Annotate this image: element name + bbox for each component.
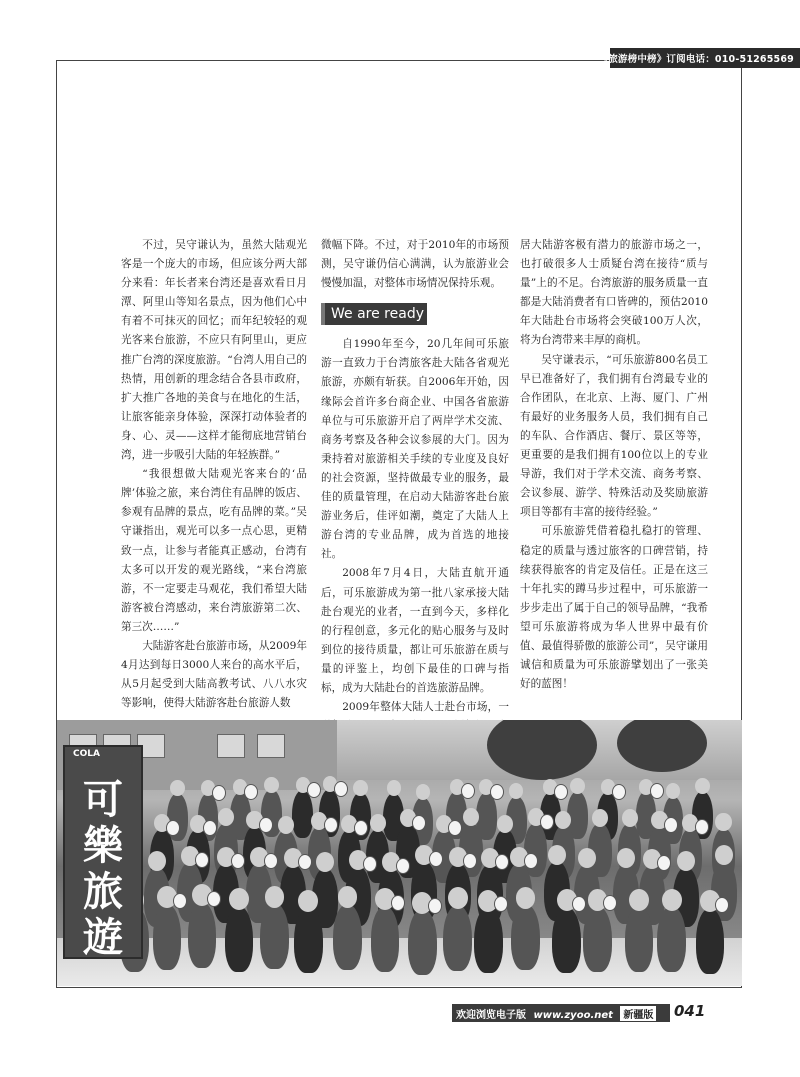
building-window — [217, 734, 245, 758]
crowd-paddle-sign — [203, 820, 217, 836]
crowd-paddle-sign — [494, 896, 508, 912]
section-heading: We are ready — [321, 303, 427, 325]
paragraph: 微幅下降。不过，对于2010年的市场预测，吴守谦仍信心满满，认为旅游业会慢慢加温，对整体市场情况保持乐观。 — [321, 239, 509, 290]
banner-char: 可 — [83, 777, 123, 823]
banner-logo-text: COLA — [73, 749, 100, 759]
crowd-face — [316, 852, 334, 872]
crowd-face — [578, 848, 596, 868]
crowd-paddle-sign — [461, 783, 475, 799]
crowd-person — [696, 908, 725, 974]
crowd-paddle-sign — [363, 856, 377, 872]
article-column-2 — [321, 236, 509, 736]
crowd-person — [188, 902, 217, 968]
page-number: 041 — [674, 1002, 706, 1020]
crowd-person — [260, 903, 289, 969]
paragraph: 大陆游客赴台旅游市场，从2009年4月达到每日3000人来台的高水平后，从5月起受到大陆高教考试、八八水灾等影响，使得大陆游客赴台旅游人数 — [121, 639, 307, 710]
paragraph: 居大陆游客极有潜力的旅游市场之一，也打破很多人士质疑台湾在接待“质与量”上的不足。台湾旅游的服务质量一直都是大陆消费者有口皆碑的，预估2010年大陆赴台市场将会突破100万人次，将为台湾带来丰厚的商机。 — [520, 239, 708, 347]
crowd-face — [148, 851, 166, 871]
banner-char: 旅 — [83, 869, 123, 915]
crowd-person — [511, 904, 540, 970]
crowd-paddle-sign — [612, 784, 626, 800]
crowd-person — [583, 906, 612, 972]
crowd-paddle-sign — [540, 814, 554, 830]
crowd-person — [474, 907, 503, 973]
crowd-face — [592, 809, 608, 827]
crowd-paddle-sign — [244, 784, 258, 800]
crowd-face — [509, 783, 523, 799]
crowd-face — [570, 778, 584, 794]
crowd-paddle-sign — [307, 782, 321, 798]
crowd-person — [625, 906, 654, 972]
crowd-paddle-sign — [490, 784, 504, 800]
crowd-face — [448, 887, 468, 909]
paragraph: “我很想做大陆观光客来台的‘品牌’体验之旅，来台湾住有品牌的饭店、参观有品牌的景点，吃有品牌的菜。”吴守谦指出，观光可以多一点心思，更精致一点，让参与者能真正感动，台湾有太多可以开发的观光路线，“来台湾旅游，不一定要走马观花，我们希望大陆游客被台湾感动，来台湾旅游第二次、第三次……” — [121, 468, 307, 633]
paragraph: 不过，吴守谦认为，虽然大陆观光客是一个庞大的市场，但应该分两大部分来看：年长者来台湾还是喜欢看日月潭、阿里山等知名景点，因为他们心中有着不可抹灭的回忆；而年纪较轻的观光客来台旅游，不应只有阿里山，更应推广台湾的深度旅游。“台湾人用自己的热情，用创新的理念结合各县市政府，扩大推广各地的美食与在地化的生活，让旅客能亲身体验，深深打动体验者的身、心、灵——这样才能彻底地营销台湾，进一步吸引大陆的年轻族群。” — [121, 239, 307, 462]
crowd-person — [153, 904, 182, 970]
paragraph: 吴守谦表示，“可乐旅游800名员工早已准备好了，我们拥有台湾最专业的合作团队，在北京、上海、厦门、广州有最好的业务服务人员，我们拥有自己的车队、合作酒店、餐厅、景区等等，更重要的是我们拥有100位以上的专业导游，我们对于学术交流、商务考察、会议参展、游学、特殊活动及奖励旅游项目等都有丰富的接待经验。” — [520, 353, 708, 519]
crowd-face — [278, 816, 294, 834]
crowd-paddle-sign — [231, 853, 245, 869]
crowd-paddle-sign — [650, 783, 664, 799]
crowd-face — [695, 778, 709, 794]
crowd-face — [516, 887, 536, 909]
crowd-person — [443, 905, 472, 971]
paragraph: 2009年整体大陆人士赴台市场，一 — [342, 701, 509, 714]
crowd-person — [333, 904, 362, 970]
crowd-paddle-sign — [429, 851, 443, 867]
crowd-paddle-sign — [715, 897, 729, 913]
crowd-paddle-sign — [572, 896, 586, 912]
paragraph: 2008年7月4日，大陆直航开通后，可乐旅游成为第一批八家承接大陆赴台观光的业者，一直到今天，多样化的行程创意，多元化的贴心服务与及时到位的接待质量，都让可乐旅游在质与量的评鉴上，均创下最佳的口碑与指标，成为大陆赴台的首选旅游品牌。 — [321, 567, 509, 694]
crowd-person — [524, 823, 547, 877]
crowd-face — [170, 780, 184, 796]
crowd-paddle-sign — [412, 815, 426, 831]
crowd-person — [294, 907, 323, 973]
crowd-face — [715, 845, 733, 865]
paragraph: 可乐旅游凭借着稳扎稳打的管理、稳定的质量与透过旅客的口碑营销，持续获得旅客的肯定及信任。正是在这三十年扎实的蹲马步过程中，可乐旅游一步步走出了属于自己的领导品牌，“我希望可乐旅游将成为华人世界中最有价值、最值得骄傲的旅游公司”，吴守谦用诚信和质量为可乐旅游擘划出了一张美好的蓝图！ — [520, 525, 708, 691]
banner-char: 樂 — [83, 823, 123, 869]
crowd-paddle-sign — [554, 784, 568, 800]
footer-site-link[interactable]: www.zyoo.net — [533, 1010, 613, 1021]
crowd-paddle-sign — [173, 893, 187, 909]
crowd-paddle-sign — [166, 820, 180, 836]
crowd-face — [265, 886, 285, 908]
crowd-paddle-sign — [212, 785, 226, 801]
crowd-face — [622, 809, 638, 827]
crowd-face — [416, 784, 430, 800]
footer-edition: 新疆版 — [620, 1006, 656, 1021]
crowd-paddle-sign — [695, 819, 709, 835]
crowd-person — [657, 906, 686, 972]
crowd-paddle-sign — [391, 895, 405, 911]
subscription-line: 《旅游榜中榜》订阅电话：010-51265569 — [598, 54, 794, 65]
crowd-face — [666, 783, 680, 799]
crowd-face — [555, 811, 571, 829]
footer-slogan: 欢迎浏览电子版 — [456, 1010, 526, 1021]
crowd-paddle-sign — [495, 854, 509, 870]
crowd-paddle-sign — [324, 817, 338, 833]
crowd-face — [353, 780, 367, 796]
group-photo — [57, 720, 742, 986]
article-column-1 — [121, 236, 307, 713]
article-column-3 — [520, 236, 708, 694]
crowd-face — [617, 848, 635, 868]
building-window — [257, 734, 285, 758]
crowd-face — [629, 889, 649, 911]
crowd-face — [715, 813, 731, 831]
crowd-paddle-sign — [259, 817, 273, 833]
crowd-face — [298, 890, 318, 912]
crowd-paddle-sign — [664, 817, 678, 833]
crowd-face — [387, 780, 401, 796]
crowd-face — [370, 814, 386, 832]
crowd-face — [662, 889, 682, 911]
footer-text — [456, 1006, 656, 1021]
crowd-person — [371, 906, 400, 972]
crowd-paddle-sign — [428, 898, 442, 914]
banner-char: 遊 — [83, 915, 123, 961]
crowd-person — [408, 909, 437, 975]
crowd-face — [497, 815, 513, 833]
crowd-face — [264, 777, 278, 793]
crowd-paddle-sign — [334, 781, 348, 797]
paragraph: 自1990年至今，20几年间可乐旅游一直致力于台湾旅客赴大陆各省观光旅游，亦颇有斩获。自2006年开始，因缘际会首许多台商企业、中国各省旅游单位与可乐旅游开启了两岸学术交流、商务考察及各种会议参展的大门。因为秉持着对旅游相关手续的专业度及良好的社会资源，坚持做最专业的服务，最佳的质量管理，在启动大陆游客赴台旅游业务后，佳评如潮，奠定了大陆人上游台湾的专业品牌，成为首选的地接社。 — [321, 338, 509, 561]
cola-banner — [63, 745, 143, 959]
crowd-person — [552, 907, 581, 973]
crowd-person — [225, 906, 254, 972]
